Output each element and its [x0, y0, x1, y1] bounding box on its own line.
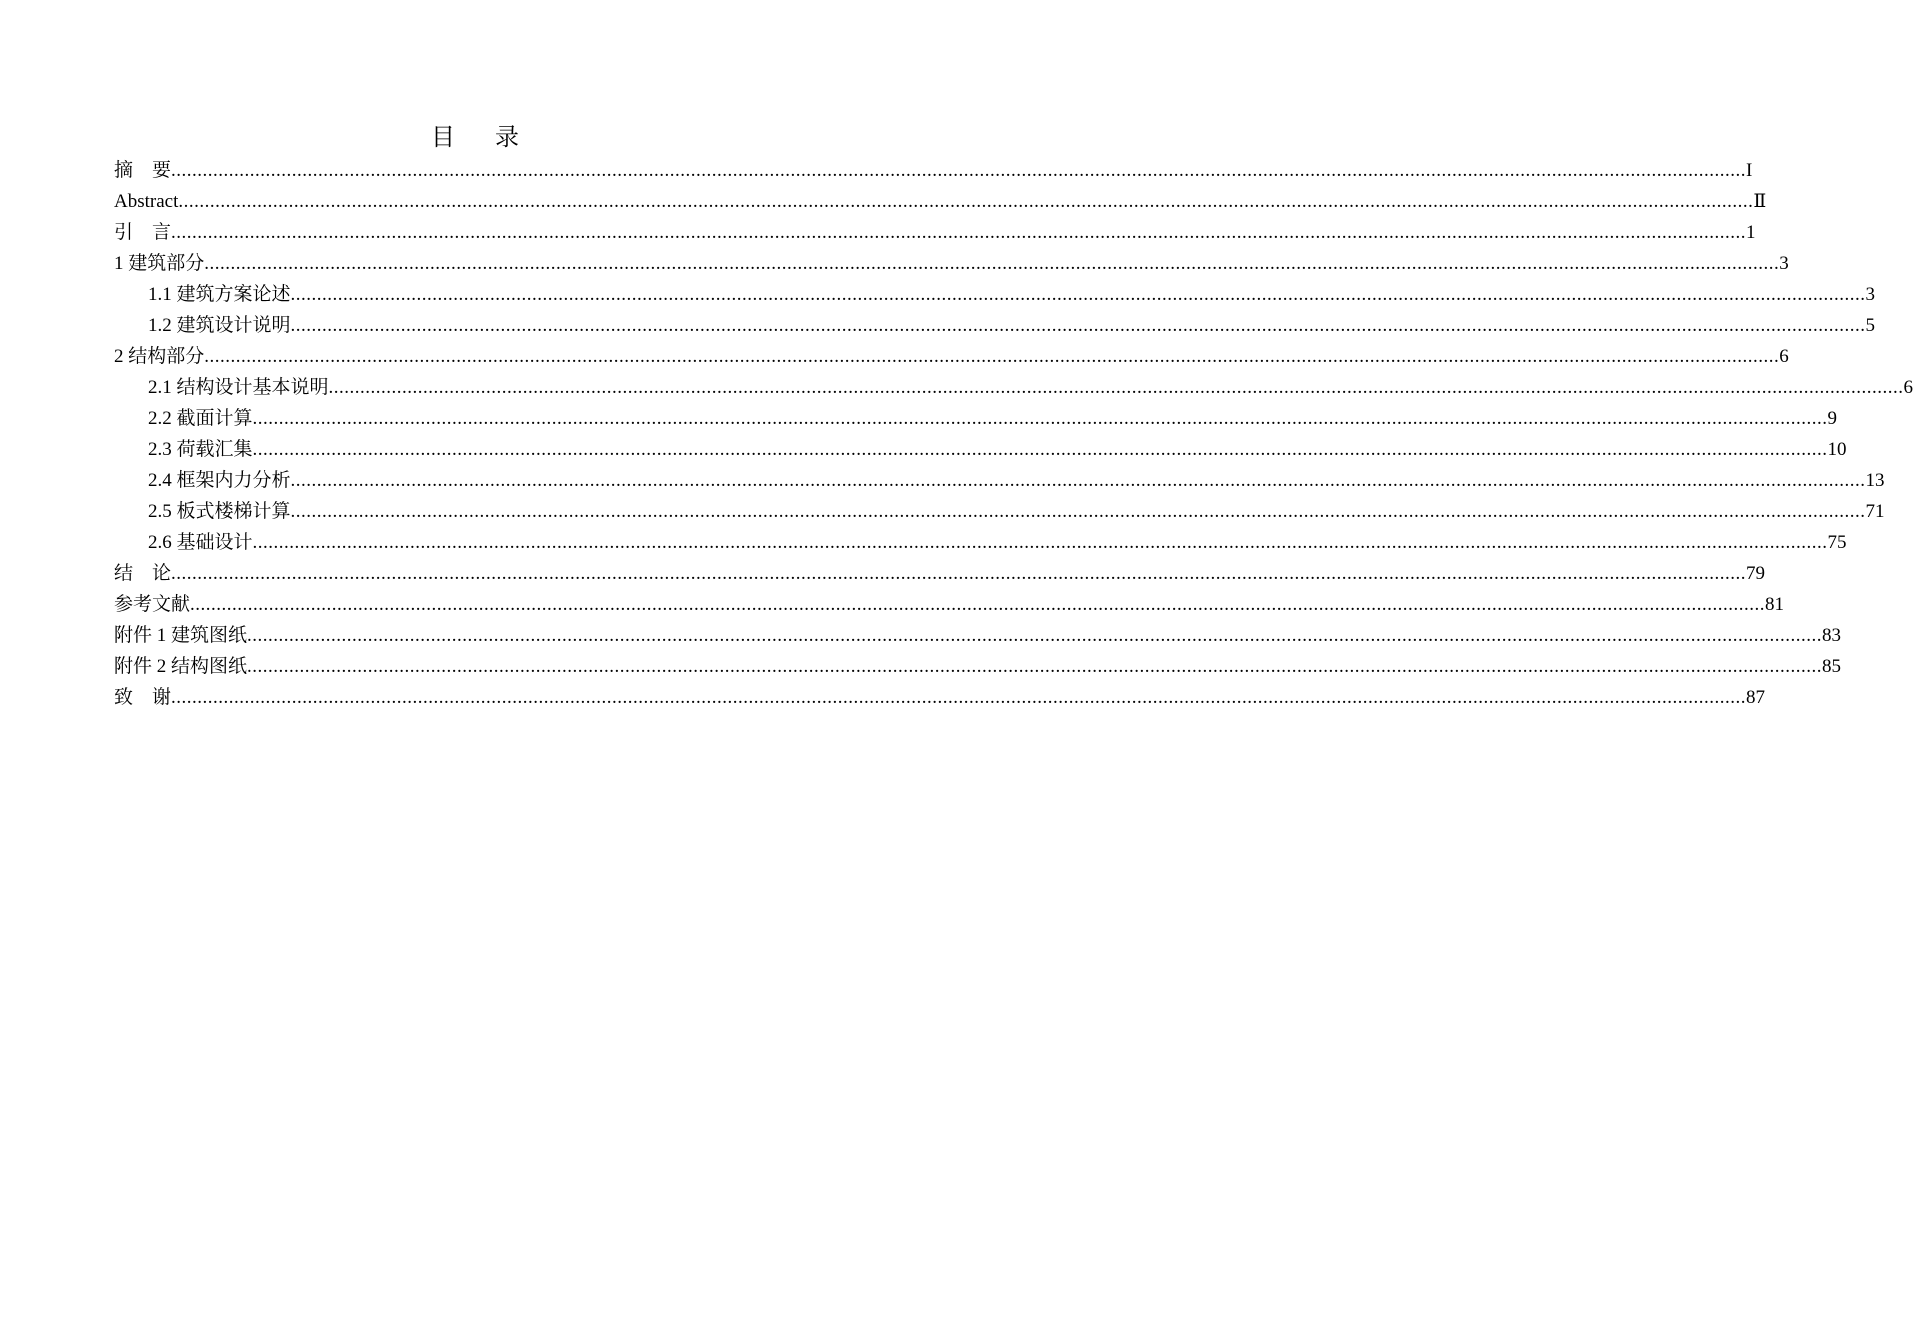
toc-entry[interactable] — [114, 589, 1785, 620]
toc-entry-page: Ⅱ — [1753, 191, 1767, 212]
toc-entry[interactable] — [114, 217, 1756, 248]
toc-entry-page: 71 — [1865, 501, 1885, 522]
toc-leader-dots: ............................................................................................................................................................................................................................................................................................................ — [290, 284, 1866, 305]
toc-entry-page: 13 — [1865, 470, 1885, 491]
toc-entry-label: 1 建筑部分 — [114, 253, 205, 274]
toc-entry[interactable] — [114, 465, 1885, 496]
toc-entry-page: 3 — [1865, 284, 1876, 305]
toc-entry-page: 79 — [1746, 563, 1766, 584]
toc-entry[interactable] — [114, 310, 1876, 341]
toc-entry-page: 10 — [1827, 439, 1847, 460]
toc-entry-page: 87 — [1746, 687, 1766, 708]
toc-entry[interactable] — [114, 403, 1838, 434]
toc-entry[interactable] — [114, 248, 1789, 279]
toc-entry-page: 83 — [1822, 625, 1842, 646]
toc-entry-label: 2.2 截面计算 — [148, 408, 253, 429]
toc-leader-dots: ............................................................................................................................................................................................................................................................................................................ — [290, 501, 1866, 522]
toc-entry[interactable] — [114, 155, 1753, 186]
toc-entry-page: 3 — [1779, 253, 1789, 274]
toc-leader-dots: ............................................................................................................................................................................................................................................................................................................ — [252, 408, 1828, 429]
toc-entry-page: 85 — [1822, 656, 1842, 677]
toc-leader-dots: ............................................................................................................................................................................................................................................................................................................ — [252, 532, 1828, 553]
toc-leader-dots: ............................................................................................................................................................................................................................................................................................................ — [247, 656, 1823, 677]
toc-entry-page: 1 — [1746, 222, 1756, 243]
toc-entry-page: 6 — [1903, 377, 1913, 398]
toc-leader-dots: ............................................................................................................................................................................................................................................................................................................ — [290, 315, 1866, 336]
toc-entry-label: 2.1 结构设计基本说明 — [148, 377, 329, 398]
toc-title — [0, 120, 950, 154]
toc-entry-page: 9 — [1827, 408, 1838, 429]
toc-leader-dots: ............................................................................................................................................................................................................................................................................................................ — [204, 253, 1780, 274]
toc-entry-page: I — [1746, 160, 1753, 181]
toc-entry-label: 2.3 荷载汇集 — [148, 439, 253, 460]
toc-entry-label: Abstract — [114, 191, 179, 212]
toc-entry-label: 1.2 建筑设计说明 — [148, 315, 291, 336]
toc-entry[interactable] — [114, 651, 1842, 682]
toc-entry[interactable] — [114, 682, 1766, 713]
toc-leader-dots: ............................................................................................................................................................................................................................................................................................................ — [178, 191, 1754, 212]
toc-entry[interactable] — [114, 620, 1842, 651]
toc-leader-dots: ............................................................................................................................................................................................................................................................................................................ — [171, 222, 1747, 243]
toc-entry-label: 附件 1 建筑图纸 — [114, 625, 248, 646]
toc-leader-dots: ............................................................................................................................................................................................................................................................................................................ — [204, 346, 1780, 367]
toc-leader-dots: ............................................................................................................................................................................................................................................................................................................ — [328, 377, 1904, 398]
toc-entry-label: 1.1 建筑方案论述 — [148, 284, 291, 305]
toc-entry-label: 2.5 板式楼梯计算 — [148, 501, 291, 522]
toc-entry-page: 75 — [1827, 532, 1847, 553]
toc-entry-page: 6 — [1779, 346, 1789, 367]
toc-entry-label: 参考文献 — [114, 594, 191, 615]
toc-entry-label: 2.4 框架内力分析 — [148, 470, 291, 491]
toc-entry[interactable] — [114, 496, 1885, 527]
toc-entry[interactable] — [114, 434, 1847, 465]
toc-entry-page: 5 — [1865, 315, 1876, 336]
toc-leader-dots: ............................................................................................................................................................................................................................................................................................................ — [190, 594, 1766, 615]
toc-leader-dots: ............................................................................................................................................................................................................................................................................................................ — [290, 470, 1866, 491]
toc-leader-dots: ............................................................................................................................................................................................................................................................................................................ — [252, 439, 1828, 460]
toc-entry[interactable] — [114, 558, 1766, 589]
toc-entry-label: 结 论 — [114, 563, 172, 584]
toc-leader-dots: ............................................................................................................................................................................................................................................................................................................ — [247, 625, 1823, 646]
toc-entry[interactable] — [114, 186, 1767, 217]
toc-entry-label: 2 结构部分 — [114, 346, 205, 367]
toc-entry[interactable] — [114, 372, 1913, 403]
toc-leader-dots: ............................................................................................................................................................................................................................................................................................................ — [171, 563, 1747, 584]
toc-title-char-2: 录 — [495, 123, 519, 151]
toc-entry[interactable] — [114, 341, 1789, 372]
toc-entry-label: 引 言 — [114, 222, 172, 243]
toc-entry-page: 81 — [1765, 594, 1785, 615]
toc-list — [114, 155, 1913, 713]
toc-entry[interactable] — [114, 279, 1876, 310]
toc-entry-label: 2.6 基础设计 — [148, 532, 253, 553]
toc-leader-dots: ............................................................................................................................................................................................................................................................................................................ — [171, 160, 1747, 181]
toc-entry[interactable] — [114, 527, 1847, 558]
toc-entry-label: 附件 2 结构图纸 — [114, 656, 248, 677]
toc-entry-label: 致 谢 — [114, 687, 172, 708]
toc-title-char-1: 目 — [431, 123, 455, 151]
toc-entry-label: 摘 要 — [114, 160, 172, 181]
toc-leader-dots: ............................................................................................................................................................................................................................................................................................................ — [171, 687, 1747, 708]
